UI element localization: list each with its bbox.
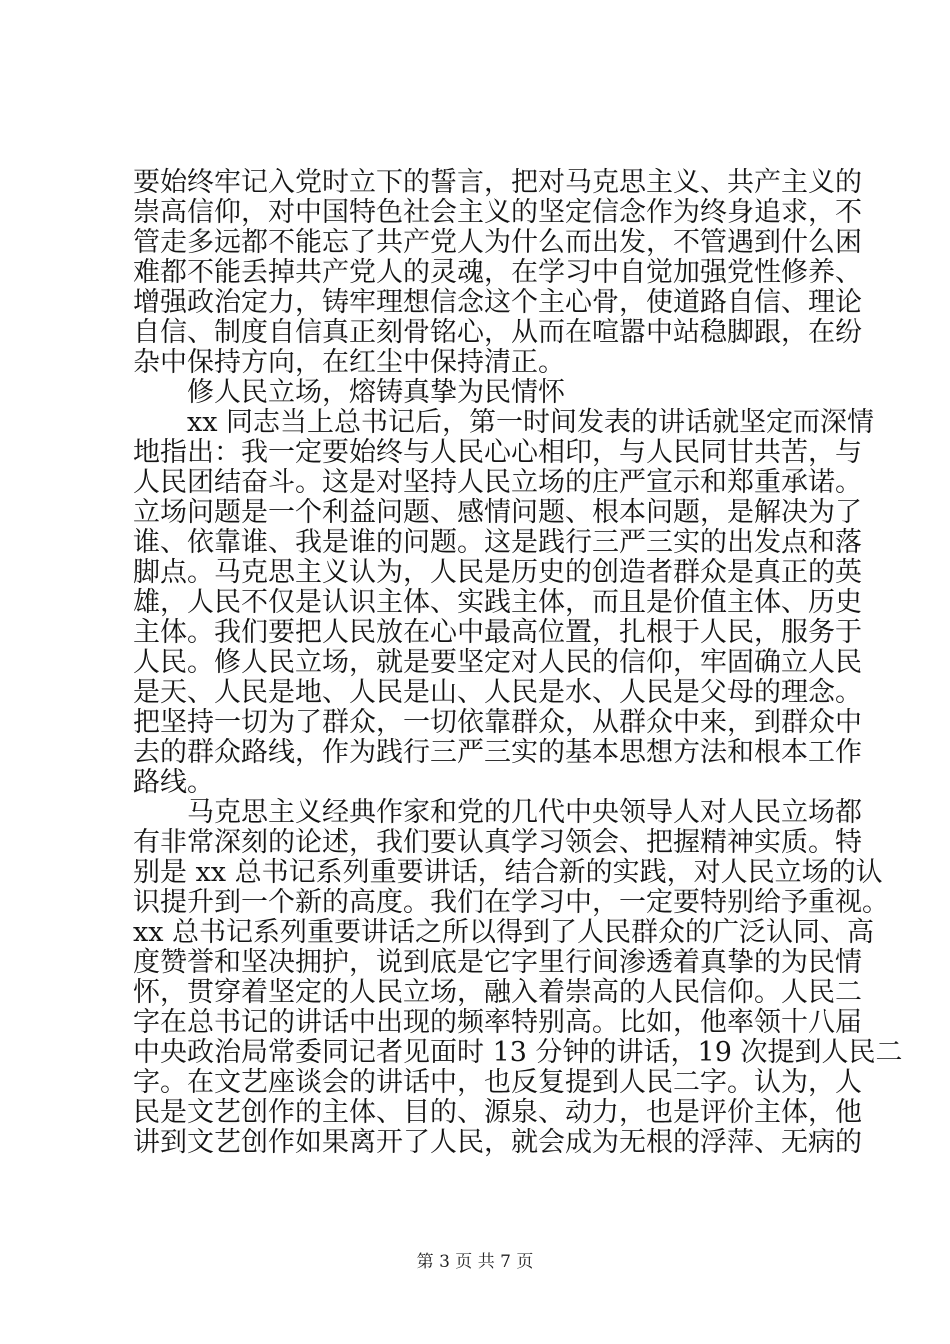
text-line: xx 总书记系列重要讲话之所以得到了人民群众的广泛认同、高 bbox=[133, 917, 875, 948]
text-line: 字。在文艺座谈会的讲话中，也反复提到人民二字。认为，人 bbox=[133, 1067, 862, 1098]
text-line: 是天、人民是地、人民是山、人民是水、人民是父母的理念。 bbox=[133, 677, 862, 708]
text-line: 增强政治定力，铸牢理想信念这个主心骨，使道路自信、理论 bbox=[133, 287, 862, 318]
document-body bbox=[133, 167, 903, 1158]
text-line: 人民。修人民立场，就是要坚定对人民的信仰，牢固确立人民 bbox=[133, 647, 862, 678]
section-heading bbox=[133, 378, 833, 408]
text-line: 民是文艺创作的主体、目的、源泉、动力，也是评价主体，他 bbox=[133, 1097, 862, 1128]
text-line: 主体。我们要把人民放在心中最高位置，扎根于人民，服务于 bbox=[133, 617, 862, 648]
text-line: 雄，人民不仅是认识主体、实践主体，而且是价值主体、历史 bbox=[133, 587, 862, 618]
text-line: 杂中保持方向，在红尘中保持清正。 bbox=[133, 347, 565, 378]
text-line: 自信、制度自信真正刻骨铭心，从而在喧嚣中站稳脚跟，在纷 bbox=[133, 317, 862, 348]
text-line: 脚点。马克思主义认为，人民是历史的创造者群众是真正的英 bbox=[133, 557, 862, 588]
heading-line: 修人民立场，熔铸真挚为民情怀 bbox=[187, 377, 565, 408]
text-line: 讲到文艺创作如果离开了人民，就会成为无根的浮萍、无病的 bbox=[133, 1127, 862, 1158]
page-footer bbox=[0, 1247, 950, 1272]
text-line: 度赞誉和坚决拥护，说到底是它字里行间渗透着真挚的为民情 bbox=[133, 947, 862, 978]
text-line: 要始终牢记入党时立下的誓言，把对马克思主义、共产主义的 bbox=[133, 167, 862, 198]
page-number-label: 第 3 页 共 7 页 bbox=[416, 1252, 534, 1272]
text-line: 地指出：我一定要始终与人民心心相印，与人民同甘共苦，与 bbox=[133, 437, 862, 468]
text-line: 崇高信仰，对中国特色社会主义的坚定信念作为终身追求，不 bbox=[133, 197, 862, 228]
text-line: 别是 xx 总书记系列重要讲话，结合新的实践，对人民立场的认 bbox=[133, 857, 883, 888]
text-line: 难都不能丢掉共产党人的灵魂，在学习中自觉加强党性修养、 bbox=[133, 257, 862, 288]
text-line: 把坚持一切为了群众，一切依靠群众，从群众中来，到群众中 bbox=[133, 707, 862, 738]
text-line: 字在总书记的讲话中出现的频率特别高。比如，他率领十八届 bbox=[133, 1007, 862, 1038]
paragraph-4 bbox=[133, 797, 903, 1158]
text-line: 马克思主义经典作家和党的几代中央领导人对人民立场都 bbox=[187, 797, 862, 828]
text-line: xx 同志当上总书记后，第一时间发表的讲话就坚定而深情 bbox=[187, 407, 875, 438]
text-line: 中央政治局常委同记者见面时 13 分钟的讲话，19 次提到人民二 bbox=[133, 1037, 903, 1068]
text-line: 立场问题是一个利益问题、感情问题、根本问题，是解决为了 bbox=[133, 497, 862, 528]
paragraph-3 bbox=[133, 407, 875, 798]
text-line: 路线。 bbox=[133, 767, 214, 798]
text-line: 管走多远都不能忘了共产党人为什么而出发，不管遇到什么困 bbox=[133, 227, 862, 258]
text-line: 有非常深刻的论述，我们要认真学习领会、把握精神实质。特 bbox=[133, 827, 862, 858]
text-line: 去的群众路线，作为践行三严三实的基本思想方法和根本工作 bbox=[133, 737, 862, 768]
text-line: 怀，贯穿着坚定的人民立场，融入着崇高的人民信仰。人民二 bbox=[133, 977, 862, 1008]
text-line: 识提升到一个新的高度。我们在学习中，一定要特别给予重视。 bbox=[133, 887, 889, 918]
paragraph-1 bbox=[133, 167, 862, 378]
text-line: 人民团结奋斗。这是对坚持人民立场的庄严宣示和郑重承诺。 bbox=[133, 467, 862, 498]
text-line: 谁、依靠谁、我是谁的问题。这是践行三严三实的出发点和落 bbox=[133, 527, 862, 558]
